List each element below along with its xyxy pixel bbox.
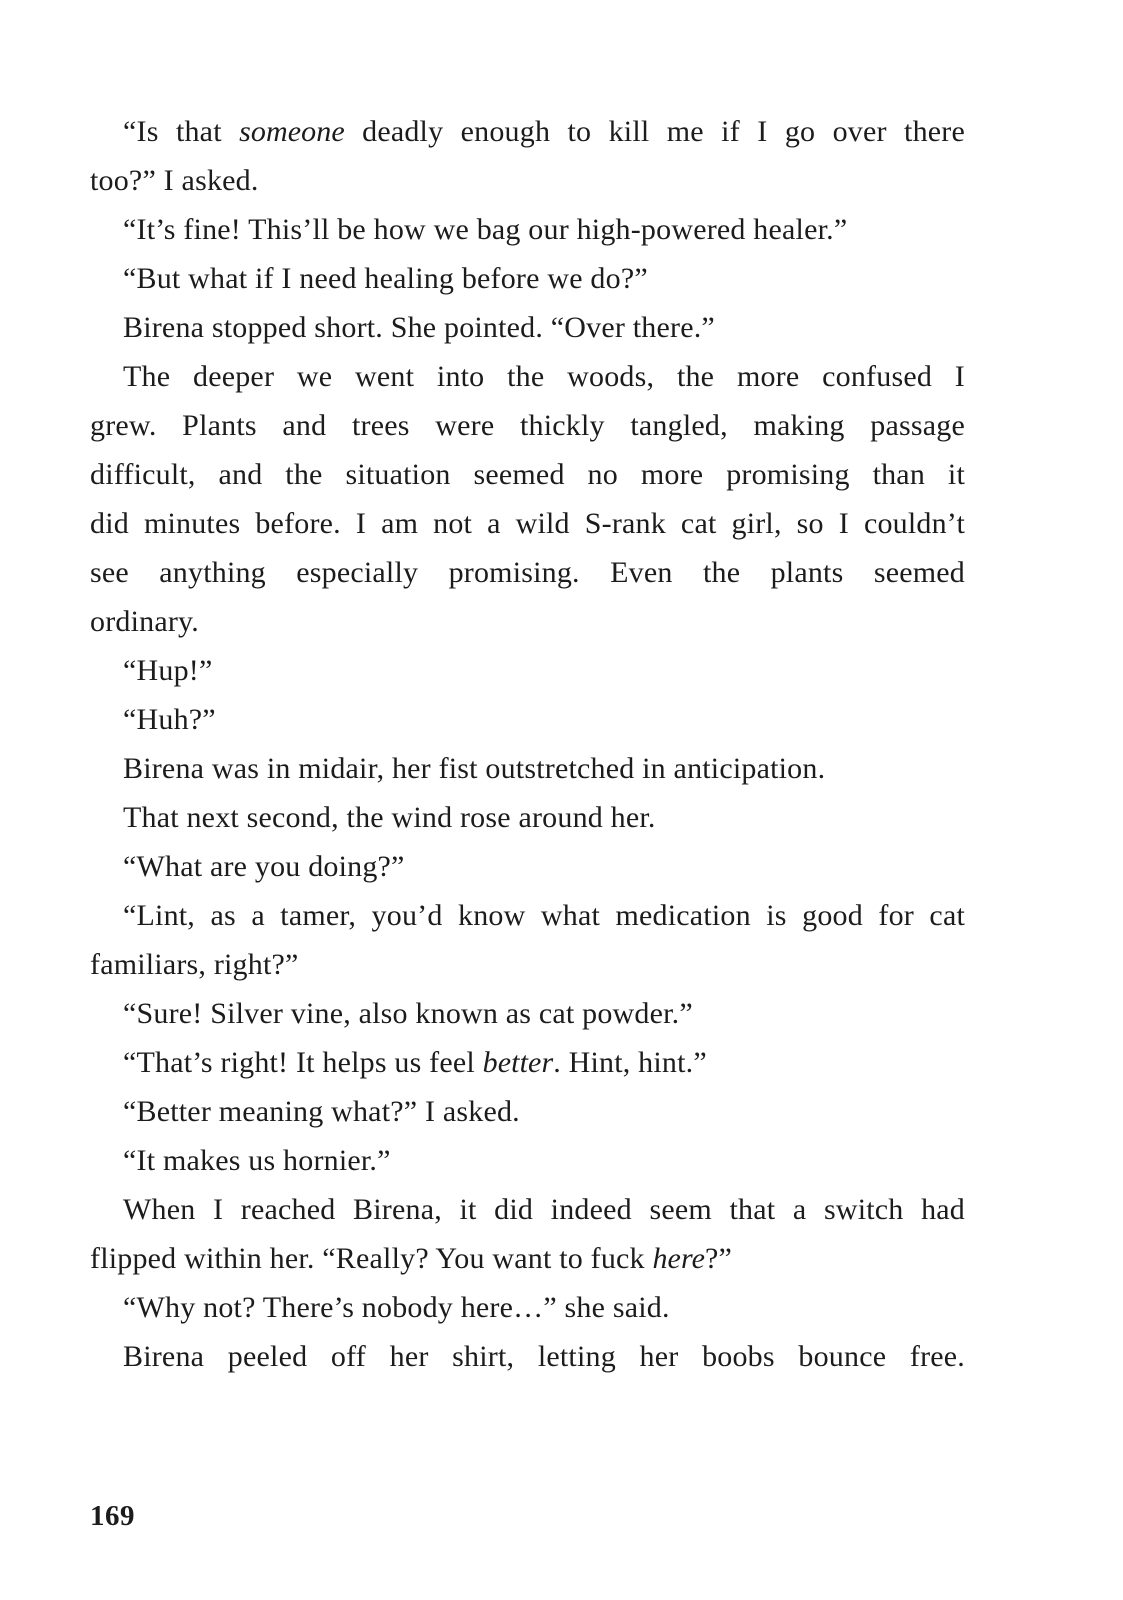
text-line: familiars, right?” [90, 948, 299, 981]
paragraph [90, 1136, 965, 1185]
text-line: “What are you doing?” [123, 850, 405, 883]
text-line: “It makes us hornier.” [123, 1144, 391, 1177]
paragraph [90, 1038, 965, 1087]
paragraph [90, 891, 965, 989]
text-line: “Sure! Silver vine, also known as cat powder.” [123, 997, 693, 1030]
text-line: “But what if I need healing before we do?” [123, 262, 648, 295]
page-number: 169 [90, 1500, 135, 1532]
text-line: see anything especially promising. Even the plants seemed [90, 556, 965, 589]
paragraph [90, 352, 965, 646]
text-line: ordinary. [90, 605, 199, 638]
paragraph [90, 107, 965, 205]
paragraph [90, 303, 965, 352]
paragraph [90, 842, 965, 891]
text-line: difficult, and the situation seemed no more promising than it [90, 458, 965, 491]
text-line: That next second, the wind rose around her. [123, 801, 656, 834]
text-line: too?” I asked. [90, 164, 259, 197]
text-line: The deeper we went into the woods, the more confused I [123, 360, 965, 393]
text-line: Birena stopped short. She pointed. “Over there.” [123, 311, 715, 344]
text-line: grew. Plants and trees were thickly tangled, making passage [90, 409, 965, 442]
text-line: Birena was in midair, her fist outstretched in anticipation. [123, 752, 826, 785]
text-line: “That’s right! It helps us feel better. Hint, hint.” [123, 1046, 707, 1079]
text-line: “Better meaning what?” I asked. [123, 1095, 520, 1128]
text-line: “Huh?” [123, 703, 216, 736]
text-line: Birena peeled off her shirt, letting her boobs bounce free. [123, 1340, 965, 1373]
paragraph [90, 1087, 965, 1136]
paragraph [90, 1185, 965, 1283]
text-line: “Hup!” [123, 654, 213, 687]
text-line: “Is that someone deadly enough to kill me if I go over there [123, 115, 965, 148]
paragraph [90, 744, 965, 793]
text-line: did minutes before. I am not a wild S-rank cat girl, so I couldn’t [90, 507, 965, 540]
paragraph [90, 1332, 965, 1381]
text-line: “It’s fine! This’ll be how we bag our high-powered healer.” [123, 213, 848, 246]
paragraph [90, 254, 965, 303]
paragraph [90, 1283, 965, 1332]
text-line: flipped within her. “Really? You want to fuck here?” [90, 1242, 733, 1275]
text-line: “Lint, as a tamer, you’d know what medication is good for cat [123, 899, 965, 932]
text-line: When I reached Birena, it did indeed seem that a switch had [123, 1193, 965, 1226]
paragraph [90, 646, 965, 695]
paragraph [90, 793, 965, 842]
body-text [90, 107, 965, 1381]
paragraph [90, 695, 965, 744]
paragraph [90, 205, 965, 254]
text-line: “Why not? There’s nobody here…” she said. [123, 1291, 670, 1324]
paragraph [90, 989, 965, 1038]
